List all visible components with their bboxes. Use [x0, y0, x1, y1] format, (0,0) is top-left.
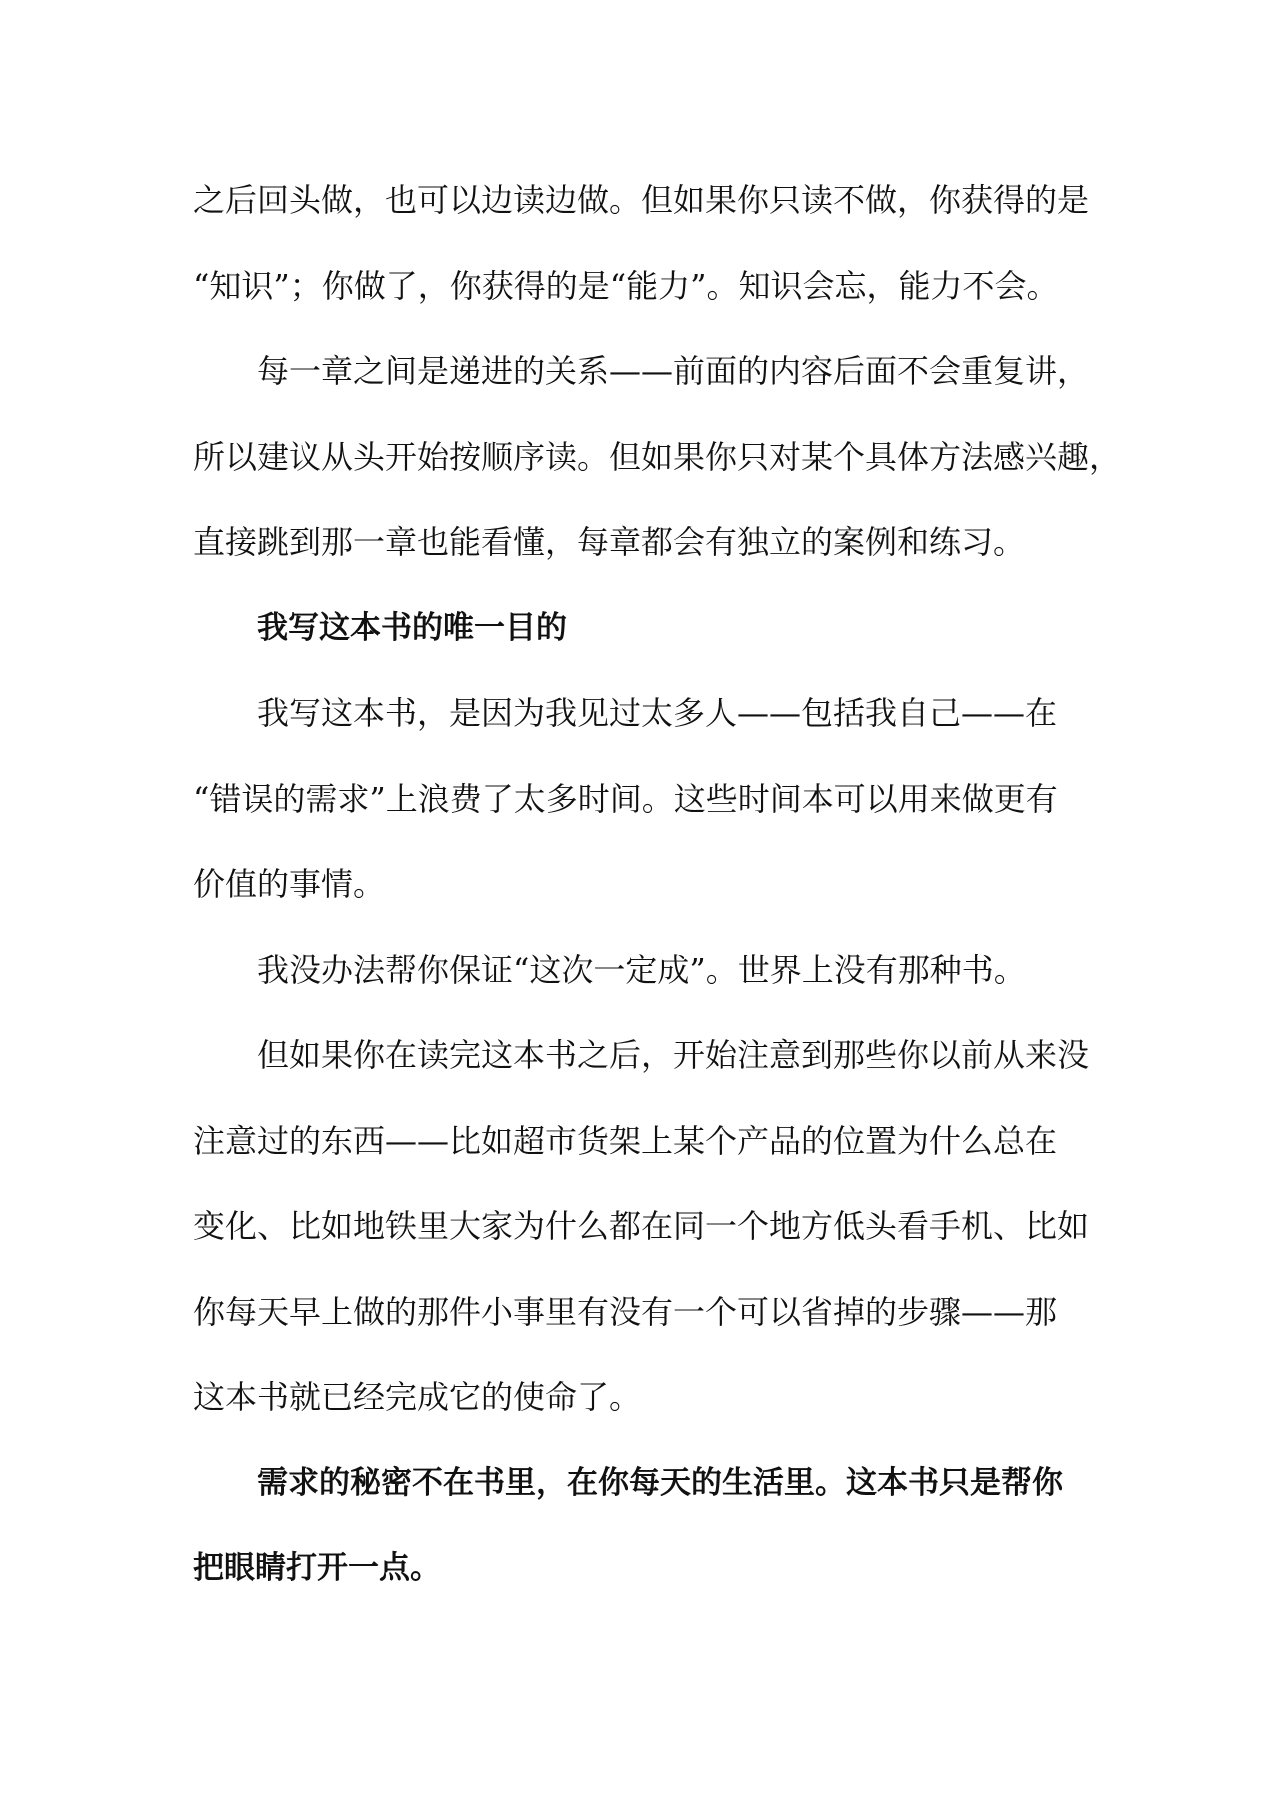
paragraph-line: 但如果你在读完这本书之后，开始注意到那些你以前从来没 [257, 1036, 1090, 1074]
paragraph-line: 直接跳到那一章也能看懂，每章都会有独立的案例和练习。 [193, 523, 1026, 561]
closing-statement-line: 把眼睛打开一点。 [193, 1550, 441, 1586]
paragraph-line: 价值的事情。 [193, 865, 386, 903]
closing-statement-line: 需求的秘密不在书里，在你每天的生活里。这本书只是帮你 [257, 1464, 1063, 1501]
paragraph-line: “知识”；你做了，你获得的是“能力”。知识会忘，能力不会。 [193, 266, 1059, 305]
section-heading: 我写这本书的唯一目的 [257, 609, 567, 646]
paragraph-line: 这本书就已经完成它的使命了。 [193, 1378, 642, 1416]
paragraph-line: “错误的需求”上浪费了太多时间。这些时间本可以用来做更有 [193, 779, 1058, 818]
paragraph-line: 之后回头做，也可以边读边做。但如果你只读不做，你获得的是 [193, 181, 1090, 219]
paragraph-line: 变化、比如地铁里大家为什么都在同一个地方低头看手机、比如 [193, 1207, 1090, 1245]
paragraph-line: 你每天早上做的那件小事里有没有一个可以省掉的步骤——那 [193, 1292, 1058, 1331]
paragraph-line: 所以建议从头开始按顺序读。但如果你只对某个具体方法感兴趣， [193, 437, 1122, 476]
paragraph-line: 我写这本书，是因为我见过太多人——包括我自己——在 [257, 694, 1058, 732]
paragraph-line: 我没办法帮你保证“这次一定成”。世界上没有那种书。 [257, 950, 1026, 989]
paragraph-line: 注意过的东西——比如超市货架上某个产品的位置为什么总在 [193, 1121, 1058, 1160]
paragraph-line: 每一章之间是递进的关系——前面的内容后面不会重复讲， [257, 352, 1090, 390]
document-page [193, 158, 1122, 1612]
